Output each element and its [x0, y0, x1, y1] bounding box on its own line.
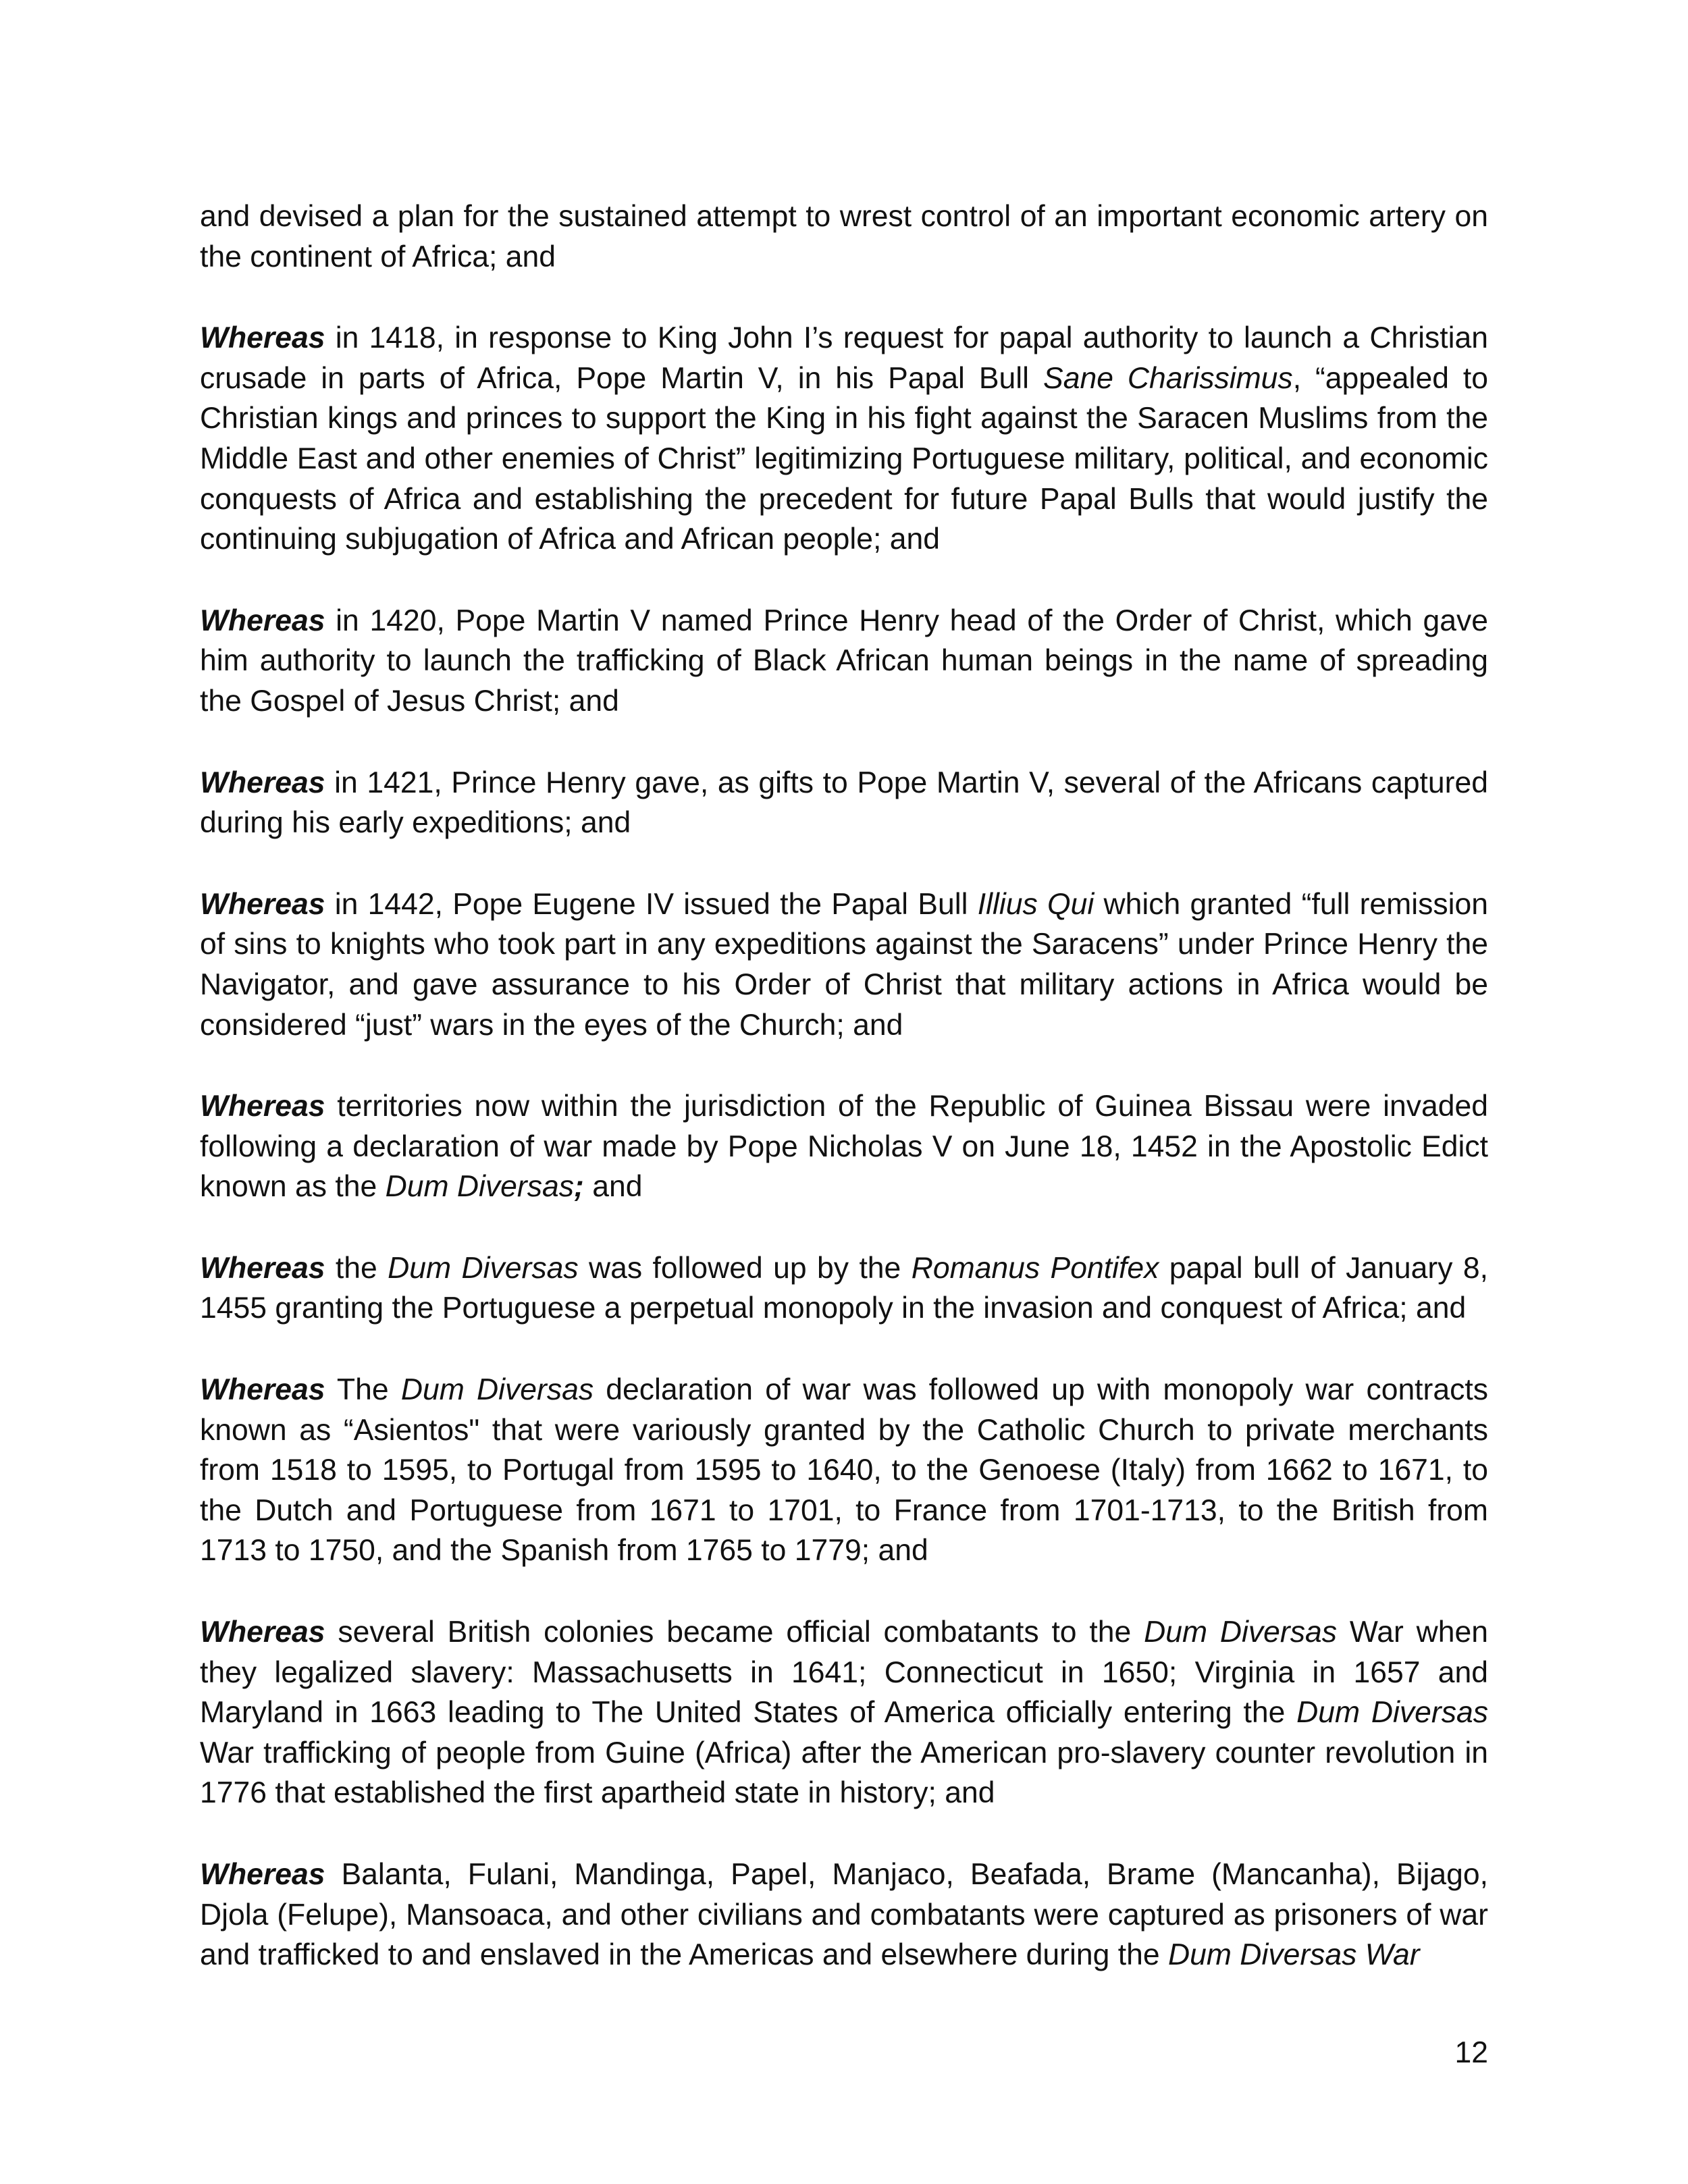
paragraph-text: in 1418, in response to King John I’s request for papal authority to launch a Christian crusade in parts of Africa, Pope Martin V, in his Papal Bull — [200, 321, 1488, 395]
whereas-keyword: Whereas — [200, 321, 325, 355]
emphasized-semicolon: ; — [574, 1170, 584, 1204]
paragraph-text: was followed up by the — [578, 1251, 912, 1285]
paragraph-text: several British colonies became official combatants to the — [325, 1616, 1144, 1649]
paragraph-whereas-british-colonies — [200, 1612, 1488, 1813]
paragraph-text: and devised a plan for the sustained attempt to wrest control of an important economic artery on the continent of Africa; and — [200, 200, 1488, 273]
paragraph-whereas-1421 — [200, 763, 1488, 843]
edict-title: Dum Diversas — [400, 1373, 594, 1407]
paragraph-whereas-guinea-bissau — [200, 1086, 1488, 1207]
paragraph-text: War when they legalized slavery: Massachusetts in 1641; Connecticut in 1650; Virginia in 1657 and Maryland in 1663 leading to The United States of America officially entering the — [200, 1616, 1488, 1730]
whereas-keyword: Whereas — [200, 1616, 325, 1649]
paragraph-whereas-romanus-pontifex — [200, 1248, 1488, 1329]
edict-title: Dum Diversas — [388, 1251, 579, 1285]
whereas-keyword: Whereas — [200, 1858, 325, 1891]
paragraph-text: the — [325, 1251, 388, 1285]
paragraph-text: in 1421, Prince Henry gave, as gifts to Pope Martin V, several of the Africans captured during his early expeditions; and — [200, 766, 1488, 840]
whereas-keyword: Whereas — [200, 887, 325, 921]
edict-title: Dum Diversas — [385, 1170, 575, 1204]
paragraph-text: The — [325, 1373, 401, 1407]
bull-title: Romanus Pontifex — [911, 1251, 1159, 1285]
whereas-keyword: Whereas — [200, 1251, 325, 1285]
paragraph-text: War trafficking of people from Guine (Africa) after the American pro-slavery counter revolution in 1776 that established the first apartheid state in history; and — [200, 1736, 1488, 1810]
whereas-keyword: Whereas — [200, 766, 325, 799]
paragraph-text: , “appealed to Christian kings and princes to support the King in his fight against the Saracen Muslims from the Middle East and other enemies of Christ” legitimizing Portuguese military, political, and economic conquests of Africa and establishing the precedent for future Papal Bulls that would justify the continuing subjugation of Africa and African people; and — [200, 361, 1488, 556]
page-body — [200, 196, 1488, 1975]
paragraph-text: declaration of war was followed up with monopoly war contracts known as “Asientos" that were variously granted by the Catholic Church to private merchants from 1518 to 1595, to Portugal from 1595 to 1640, to the Genoese (Italy) from 1662 to 1671, to the Dutch and Portuguese from 1671 to 1701, to France from 1701-1713, to the British from 1713 to 1750, and the Spanish from 1765 to 1779; and — [200, 1373, 1488, 1568]
paragraph-text: in 1420, Pope Martin V named Prince Henry head of the Order of Christ, which gave him authority to launch the trafficking of Black African human beings in the name of spreading the Gospel of Jesus Christ; and — [200, 604, 1488, 718]
paragraph-text: papal bull of January 8, 1455 granting the Portuguese a perpetual monopoly in the invasion and conquest of Africa; and — [200, 1251, 1488, 1325]
whereas-keyword: Whereas — [200, 1090, 325, 1123]
paragraph-whereas-asientos — [200, 1370, 1488, 1571]
paragraph-whereas-prisoners-of-war — [200, 1855, 1488, 1975]
whereas-keyword: Whereas — [200, 604, 325, 637]
paragraph-text: and — [583, 1170, 643, 1204]
paragraph-text: in 1442, Pope Eugene IV issued the Papal Bull — [325, 887, 978, 921]
paragraph-text: Balanta, Fulani, Mandinga, Papel, Manjaco, Beafada, Brame (Mancanha), Bijago, Djola (Felupe), Mansoaca, and other civilians and combatants were captured as prisoners of war and trafficked to and enslaved in the Americas and elsewhere during the — [200, 1858, 1488, 1972]
paragraph-intro-continuation — [200, 196, 1488, 277]
paragraph-text: which granted “full remission of sins to knights who took part in any expeditions against the Saracens” under Prince Henry the Navigator, and gave assurance to his Order of Christ that military actions in Africa would be considered “just” wars in the eyes of the Church; and — [200, 887, 1489, 1042]
edict-title: Dum Diversas War — [1167, 1938, 1420, 1972]
whereas-keyword: Whereas — [200, 1373, 325, 1407]
edict-title: Dum Diversas — [1144, 1616, 1337, 1649]
page-number: 12 — [1454, 2036, 1488, 2069]
edict-title: Dum Diversas — [1296, 1696, 1488, 1730]
paragraph-text: territories now within the jurisdiction of the Republic of Guinea Bissau were invaded following a declaration of war made by Pope Nicholas V on June 18, 1452 in the Apostolic Edict known as the — [200, 1090, 1488, 1204]
paragraph-whereas-1420 — [200, 601, 1488, 722]
bull-title: Sane Charissimus — [1043, 361, 1293, 395]
paragraph-whereas-1418 — [200, 318, 1488, 560]
paragraph-whereas-1442 — [200, 884, 1488, 1045]
bull-title: Illius Qui — [977, 887, 1094, 921]
